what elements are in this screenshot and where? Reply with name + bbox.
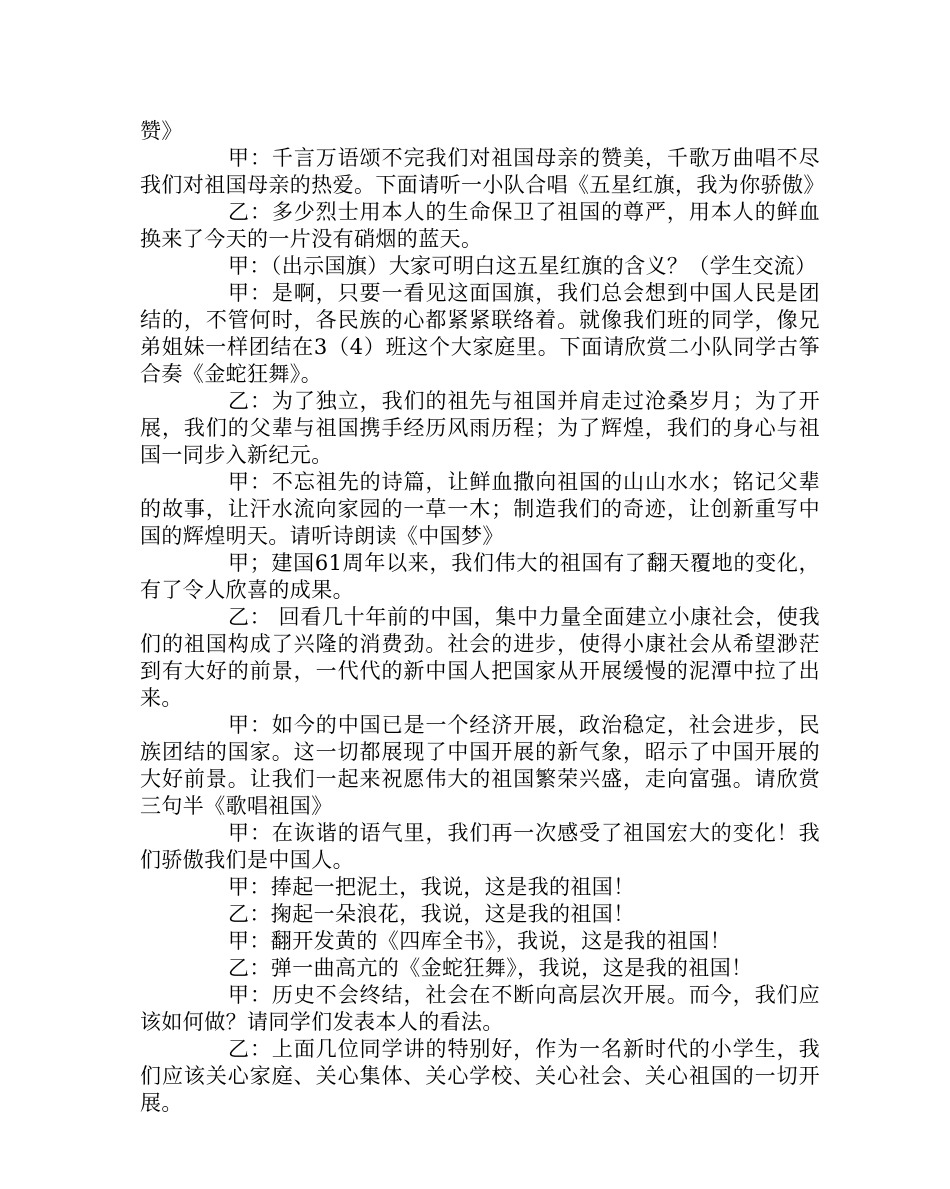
paragraph-8: 乙： 回看几十年前的中国，集中力量全面建立小康社会，使我们的祖国构成了兴隆的消费劲。社会的进步，使得小康社会从希望渺茫到有大好的前景，一代代的新中国人把国家从开展缓慢的泥潭中拉了出来。 [140,605,820,710]
document-body [140,118,825,1117]
paragraph-10: 甲：在诙谐的语气里，我们再一次感受了祖国宏大的变化！我们骄傲我们是中国人。 [140,821,820,872]
paragraph-13: 甲：翻开发黄的《四库全书》，我说，这是我的祖国！ [228,929,732,953]
paragraph-3: 甲：（出示国旗）大家可明白这五星红旗的含义？（学生交流） [228,254,817,278]
paragraph-0: 赞》 [140,119,183,143]
paragraph-7: 甲；建国61周年以来，我们伟大的祖国有了翻天覆地的变化，有了令人欣喜的成果。 [140,551,820,602]
paragraph-16: 乙：上面几位同学讲的特别好，作为一名新时代的小学生，我们应该关心家庭、关心集体、关心学校、关心社会、关心祖国的一切开展。 [140,1037,820,1115]
paragraph-11: 甲：捧起一把泥土，我说，这是我的祖国！ [228,875,635,899]
paragraph-15: 甲：历史不会终结，社会在不断向高层次开展。而今，我们应该如何做？请同学们发表本人的看法。 [140,983,820,1034]
paragraph-12: 乙：掬起一朵浪花，我说，这是我的祖国！ [228,902,635,926]
paragraph-6: 甲：不忘祖先的诗篇，让鲜血撒向祖国的山山水水；铭记父辈的故事，让汗水流向家园的一草一木；制造我们的奇迹，让创新重写中国的辉煌明天。请听诗朗读《中国梦》 [140,470,820,548]
paragraph-4: 甲：是啊，只要一看见这面国旗，我们总会想到中国人民是团结的，不管何时，各民族的心都紧紧联络着。就像我们班的同学，像兄弟姐妹一样团结在3（4）班这个大家庭里。下面请欣赏二小队同学古筝合奏《金蛇狂舞》。 [140,281,820,386]
paragraph-1: 甲：千言万语颂不完我们对祖国母亲的赞美，千歌万曲唱不尽我们对祖国母亲的热爱。下面请听一小队合唱《五星红旗，我为你骄傲》 [140,146,825,197]
paragraph-5: 乙：为了独立，我们的祖先与祖国并肩走过沧桑岁月；为了开展，我们的父辈与祖国携手经历风雨历程；为了辉煌，我们的身心与祖国一同步入新纪元。 [140,389,820,467]
paragraph-14: 乙：弹一曲高亢的《金蛇狂舞》，我说，这是我的祖国！ [228,956,753,980]
paragraph-9: 甲：如今的中国已是一个经济开展，政治稳定，社会进步，民族团结的国家。这一切都展现了中国开展的新气象，昭示了中国开展的大好前景。让我们一起来祝愿伟大的祖国繁荣兴盛，走向富强。请欣赏三句半《歌唱祖国》 [140,713,820,818]
paragraph-2: 乙：多少烈士用本人的生命保卫了祖国的尊严，用本人的鲜血换来了今天的一片没有硝烟的蓝天。 [140,200,820,251]
